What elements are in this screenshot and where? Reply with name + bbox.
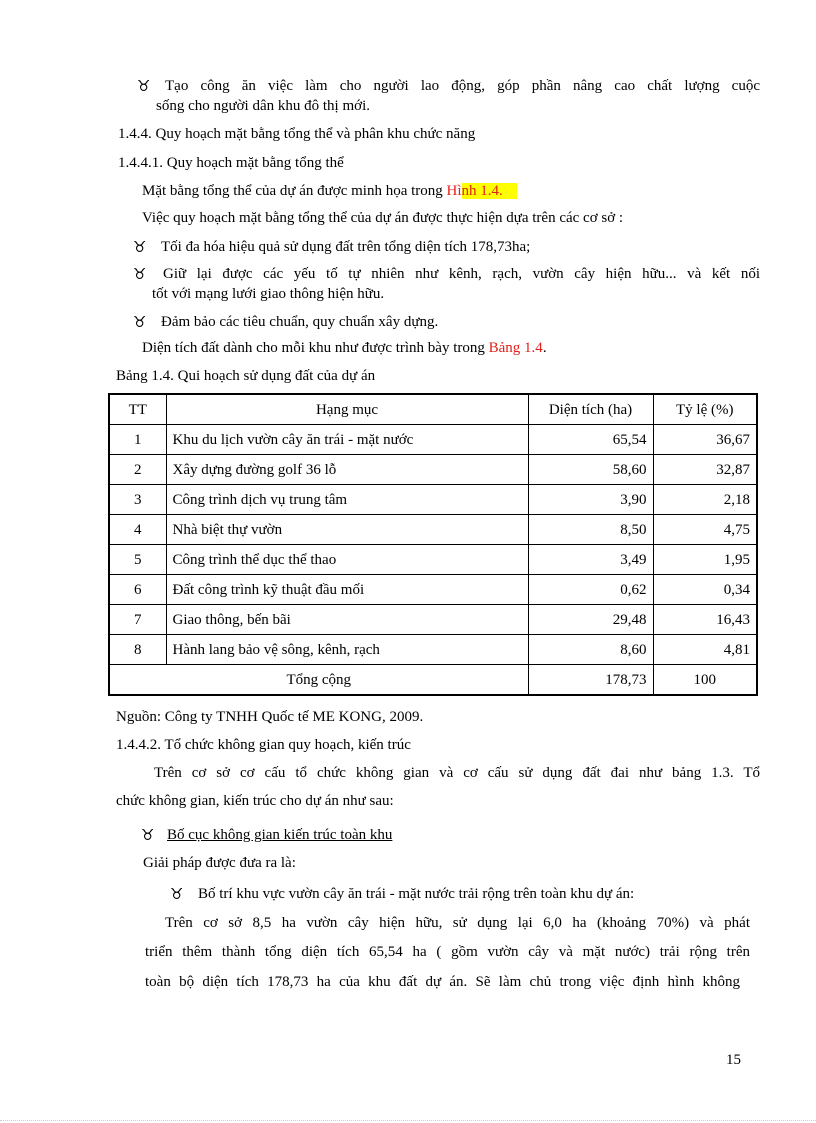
paragraph-dien-tich	[142, 338, 547, 358]
table-cell: 1,95	[653, 545, 757, 575]
table-cell: Giao thông, bến bãi	[166, 605, 528, 635]
page-edge-divider	[0, 1120, 816, 1121]
para-line: Trên cơ sở cơ cấu tổ chức không gian và cơ cấu sử dụng đất đai như bảng 1.3. Tổ	[154, 765, 760, 781]
table-total-label: Tổng cộng	[109, 665, 528, 696]
table-total-area: 178,73	[528, 665, 653, 696]
table-cell: 3	[109, 485, 166, 515]
bullet-icon: ♉	[137, 77, 151, 95]
table-cell: 8	[109, 635, 166, 665]
text: .	[542, 340, 547, 356]
table-header: Tỷ lệ (%)	[653, 394, 757, 425]
table-cell: 2,18	[653, 485, 757, 515]
table-row	[109, 425, 757, 455]
table-source: Nguồn: Công ty TNHH Quốc tế ME KONG, 2009.	[116, 709, 424, 725]
table-cell: 3,90	[528, 485, 653, 515]
table-cell: Đất công trình kỹ thuật đầu mối	[166, 575, 528, 605]
table-cell: 5	[109, 545, 166, 575]
table-cell: 3,49	[528, 545, 653, 575]
table-cell: 36,67	[653, 425, 757, 455]
table-total-percent: 100	[653, 665, 757, 696]
table-cell: 0,34	[653, 575, 757, 605]
para-line: Trên cơ sở 8,5 ha vườn cây hiện hữu, sử dụng lại 6,0 ha (khoảng 70%) và phát	[165, 915, 750, 931]
table-header: Diện tích (ha)	[528, 394, 653, 425]
table-cell: 29,48	[528, 605, 653, 635]
table-cell: 65,54	[528, 425, 653, 455]
bullet-text: Đảm bảo các tiêu chuẩn, quy chuẩn xây dựng.	[161, 314, 439, 330]
table-row	[109, 545, 757, 575]
table-cell: Công trình dịch vụ trung tâm	[166, 485, 528, 515]
bullet-text: tốt với mạng lưới giao thông hiện hữu.	[152, 286, 385, 302]
table-cell: 1	[109, 425, 166, 455]
bullet-icon: ♉	[133, 313, 147, 331]
table-cell: 6	[109, 575, 166, 605]
table-row	[109, 635, 757, 665]
bullet-icon: ♉	[133, 238, 147, 256]
para-line: triển thêm thành tổng diện tích 65,54 ha ( gồm vườn cây và mặt nước) trải rộng trên	[145, 944, 750, 960]
table-cell: 0,62	[528, 575, 653, 605]
heading-1-4-4-2: 1.4.4.2. Tổ chức không gian quy hoạch, kiến trúc	[116, 737, 411, 753]
text: Diện tích đất dành cho mỗi khu như được trình bày trong	[142, 340, 489, 356]
paragraph-mat-bang	[142, 181, 517, 201]
para-line: Tạo công ăn việc làm cho người lao động, góp phần nâng cao chất lượng cuộc	[165, 78, 760, 94]
land-use-table	[108, 393, 758, 696]
table-header: TT	[109, 394, 166, 425]
bullet-text-underlined: Bố cục không gian kiến trúc toàn khu	[167, 827, 393, 843]
para-line: toàn bộ diện tích 178,73 ha của khu đất dự án. Sẽ làm chủ trong việc định hình không	[145, 974, 740, 990]
table-cell: 4,81	[653, 635, 757, 665]
figure-ref-highlight: nh 1.4.	[462, 183, 517, 199]
table-cell: 4	[109, 515, 166, 545]
table-caption: Bảng 1.4. Qui hoạch sử dụng đất của dự án	[116, 368, 376, 384]
table-row	[109, 485, 757, 515]
page-number: 15	[726, 1052, 741, 1068]
table-header-row	[109, 394, 757, 425]
text: Mặt bằng tổng thể của dự án được minh họa trong	[142, 183, 447, 199]
table-ref: Bảng 1.4	[488, 340, 543, 356]
table-header: Hạng mục	[166, 394, 528, 425]
table-cell: Xây dựng đường golf 36 lỗ	[166, 455, 528, 485]
table-cell: 7	[109, 605, 166, 635]
table-cell: Công trình thể dục thể thao	[166, 545, 528, 575]
table-cell: 32,87	[653, 455, 757, 485]
bullet-text: Bố trí khu vực vườn cây ăn trái - mặt nước trải rộng trên toàn khu dự án:	[198, 886, 635, 902]
paragraph-viec: Việc quy hoạch mặt bằng tổng thể của dự án được thực hiện dựa trên các cơ sở :	[142, 210, 624, 226]
table-cell: Khu du lịch vườn cây ăn trái - mặt nước	[166, 425, 528, 455]
para-line: sống cho người dân khu đô thị mới.	[156, 98, 370, 114]
bullet-text: Giữ lại được các yếu tố tự nhiên như kênh, rạch, vườn cây hiện hữu... và kết nối	[163, 266, 760, 282]
table-row	[109, 605, 757, 635]
paragraph-giai-phap: Giải pháp được đưa ra là:	[143, 855, 296, 871]
table-cell: Nhà biệt thự vườn	[166, 515, 528, 545]
table-row	[109, 575, 757, 605]
heading-1-4-4-1: 1.4.4.1. Quy hoạch mặt bằng tổng thể	[118, 155, 344, 171]
table-cell: 4,75	[653, 515, 757, 545]
bullet-text: Tối đa hóa hiệu quả sử dụng đất trên tổng diện tích 178,73ha;	[161, 239, 531, 255]
table-total-row	[109, 665, 757, 696]
bullet-icon: ♉	[133, 265, 147, 283]
table-cell: 16,43	[653, 605, 757, 635]
figure-ref: Hì	[446, 183, 462, 199]
bullet-icon: ♉	[170, 885, 184, 903]
para-line: chức không gian, kiến trúc cho dự án như sau:	[116, 793, 394, 809]
table-cell: 2	[109, 455, 166, 485]
table-cell: Hành lang bảo vệ sông, kênh, rạch	[166, 635, 528, 665]
bullet-icon: ♉	[141, 826, 155, 844]
table-row	[109, 515, 757, 545]
table-row	[109, 455, 757, 485]
heading-1-4-4: 1.4.4. Quy hoạch mặt bằng tổng thể và phân khu chức năng	[118, 126, 476, 142]
table-cell: 8,50	[528, 515, 653, 545]
table-cell: 58,60	[528, 455, 653, 485]
table-cell: 8,60	[528, 635, 653, 665]
